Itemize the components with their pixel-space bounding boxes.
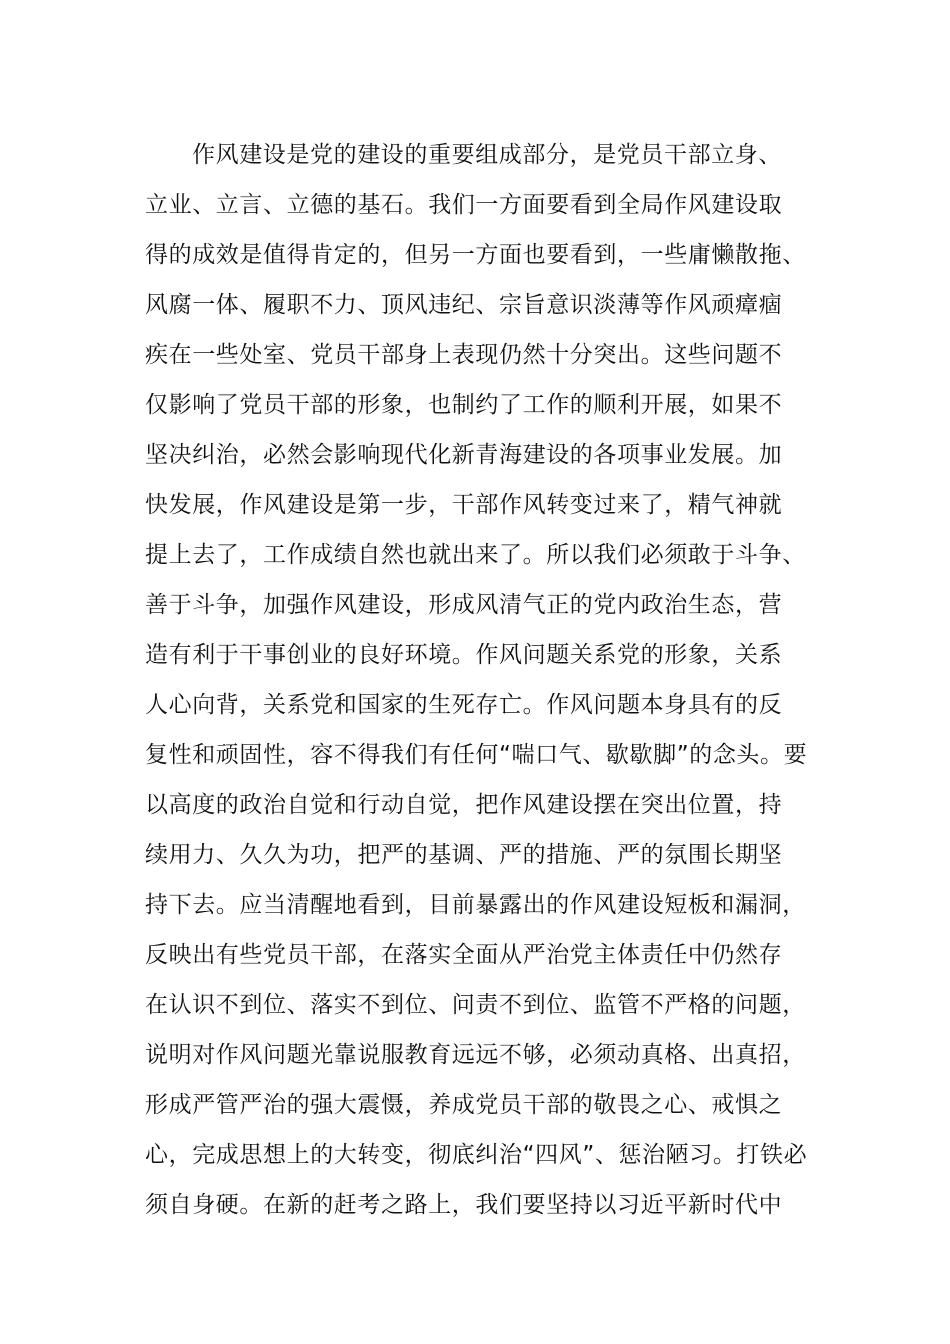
- text-line: 善于斗争，加强作风建设，形成风清气正的党内政治生态，营: [145, 592, 783, 618]
- body-paragraph: [145, 130, 825, 1230]
- text-line: 心，完成思想上的大转变，彻底纠治“四风”、惩治陋习。打铁必: [145, 1142, 808, 1168]
- text-line: 说明对作风问题光靠说服教育远远不够，必须动真格、出真招，: [145, 1042, 806, 1068]
- text-line: 提上去了，工作成绩自然也就出来了。所以我们必须敢于斗争、: [145, 542, 806, 568]
- text-line: 须自身硬。在新的赶考之路上，我们要坚持以习近平新时代中: [145, 1192, 783, 1218]
- text-line: 在认识不到位、落实不到位、问责不到位、监管不严格的问题，: [145, 992, 806, 1018]
- text-line: 复性和顽固性，容不得我们有任何“喘口气、歇歇脚”的念头。要: [145, 742, 808, 768]
- text-line: 持下去。应当清醒地看到，目前暴露出的作风建设短板和漏洞，: [145, 892, 806, 918]
- text-line: 人心向背，关系党和国家的生死存亡。作风问题本身具有的反: [145, 692, 783, 718]
- text-line: 作风建设是党的建设的重要组成部分，是党员干部立身、: [192, 142, 782, 168]
- text-line: 风腐一体、履职不力、顶风违纪、宗旨意识淡薄等作风顽瘴痼: [145, 292, 783, 318]
- text-line: 形成严管严治的强大震慑，养成党员干部的敬畏之心、戒惧之: [145, 1092, 783, 1118]
- text-line: 仅影响了党员干部的形象，也制约了工作的顺利开展，如果不: [145, 392, 783, 418]
- text-line: 得的成效是值得肯定的，但另一方面也要看到，一些庸懒散拖、: [145, 242, 806, 268]
- text-line: 续用力、久久为功，把严的基调、严的措施、严的氛围长期坚: [145, 842, 783, 868]
- text-line: 快发展，作风建设是第一步，干部作风转变过来了，精气神就: [145, 492, 783, 518]
- text-line: 以高度的政治自觉和行动自觉，把作风建设摆在突出位置，持: [145, 792, 783, 818]
- text-line: 立业、立言、立德的基石。我们一方面要看到全局作风建设取: [145, 192, 783, 218]
- text-line: 造有利于干事创业的良好环境。作风问题关系党的形象，关系: [145, 642, 783, 668]
- text-line: 疾在一些处室、党员干部身上表现仍然十分突出。这些问题不: [145, 342, 783, 368]
- text-line: 反映出有些党员干部，在落实全面从严治党主体责任中仍然存: [145, 942, 783, 968]
- text-line: 坚决纠治，必然会影响现代化新青海建设的各项事业发展。加: [145, 442, 783, 468]
